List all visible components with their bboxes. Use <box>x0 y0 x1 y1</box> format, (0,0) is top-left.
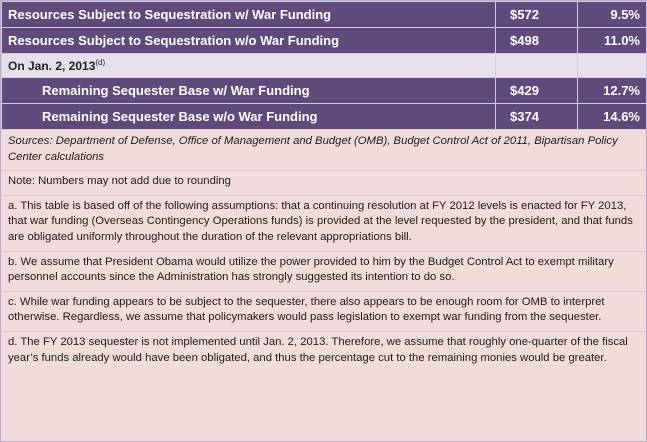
divider <box>1 331 646 332</box>
row-value: $374 <box>496 104 578 130</box>
row-label: Resources Subject to Sequestration w/o War Funding <box>2 28 496 54</box>
sequestration-table <box>1 1 647 130</box>
footnote-c: c. While war funding appears to be subject to the sequester, there also appears to be enough room for OMB to interpret otherwise. Regardless, we assume that policymakers would pass legislation to exempt war funding from the sequester. <box>8 295 605 324</box>
table-row <box>2 104 647 130</box>
row-label: Remaining Sequester Base w/ War Funding <box>2 78 496 104</box>
footnote-marker: (d) <box>95 58 106 67</box>
footnote-a: a. This table is based off of the following assumptions: that a continuing resolution at FY 2012 levels is enacted for FY 2013, that war funding (Overseas Contingency Operations funds) is provided at the level requested by the president, and that funds are obligated uniformly throughout the duration of the relevant appropriations bill. <box>8 199 633 243</box>
divider <box>1 251 646 252</box>
sources-note: Sources: Department of Defense, Office of Management and Budget (OMB), Budget Control Act of 2011, Bipartisan Policy Center calculations <box>8 135 618 163</box>
empty-cell <box>578 54 647 78</box>
empty-cell <box>496 54 578 78</box>
section-header-row <box>2 54 647 78</box>
table-row <box>2 78 647 104</box>
notes-section <box>1 130 646 366</box>
section-header <box>2 54 496 78</box>
row-label: Resources Subject to Sequestration w/ War Funding <box>2 2 496 28</box>
footnote-d: d. The FY 2013 sequester is not implemented until Jan. 2, 2013. Therefore, we assume that roughly one-quarter of the fiscal year’s funds already would have been obligated, and thus the percentage cut to the remaining monies would be greater. <box>8 335 628 364</box>
section-header-label: On Jan. 2, 2013 <box>8 59 96 73</box>
row-percent: 12.7% <box>578 78 647 104</box>
row-value: $498 <box>496 28 578 54</box>
table-row <box>2 28 647 54</box>
table-row <box>2 2 647 28</box>
row-label: Remaining Sequester Base w/o War Funding <box>2 104 496 130</box>
divider <box>1 170 646 171</box>
row-percent: 11.0% <box>578 28 647 54</box>
rounding-note: Note: Numbers may not add due to rounding <box>8 175 231 188</box>
divider <box>1 195 646 196</box>
divider <box>1 291 646 292</box>
row-value: $429 <box>496 78 578 104</box>
row-percent: 9.5% <box>578 2 647 28</box>
row-value: $572 <box>496 2 578 28</box>
footnote-b: b. We assume that President Obama would utilize the power provided to him by the Budget Control Act to exempt military personnel accounts since the Administration has strongly suggested its intention to do so. <box>8 255 614 284</box>
row-percent: 14.6% <box>578 104 647 130</box>
